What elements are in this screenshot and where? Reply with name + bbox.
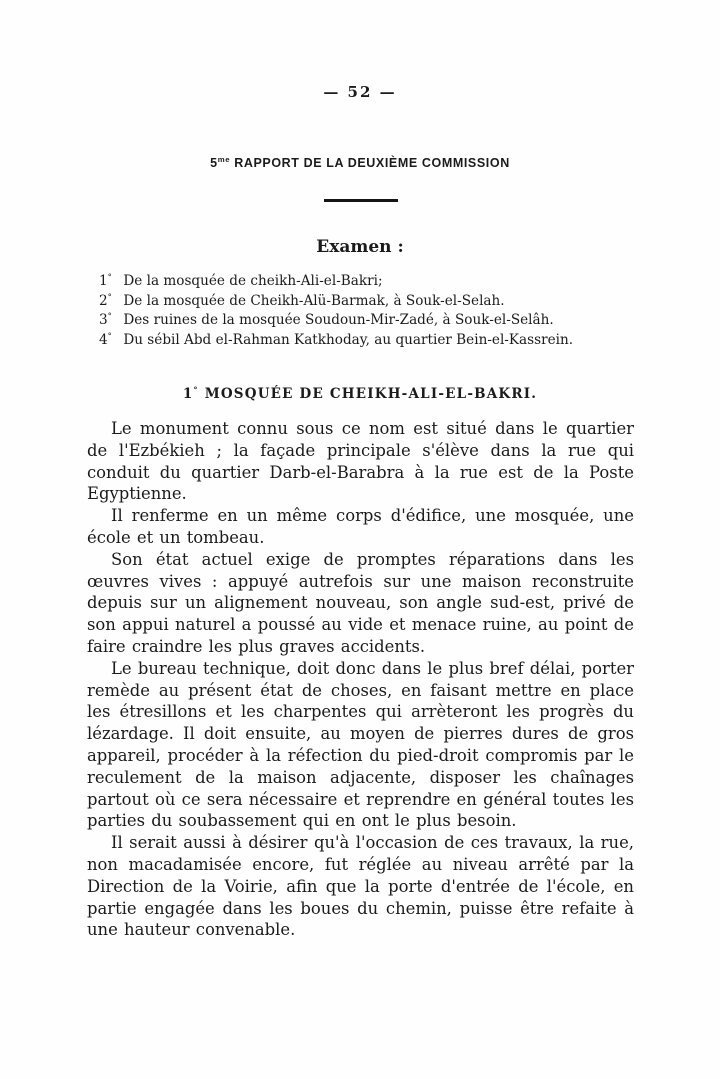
item-text: Des ruines de la mosquée Soudoun-Mir-Zadé, à Souk-el-Selâh. — [123, 312, 554, 328]
paragraph: Le bureau technique, doit donc dans le plus bref délai, porter remède au présent état de choses, en faisant mettre en place les étresillons et les charpentes qui arrèteront les progrès du lézardage. Il doit ensuite, au moyen de pierres dures de gros appareil, procéder à la réfection du pied-droit compromis par le reculement de la maison adjacente, disposer les chaînages partout où ce sera nécessaire et reprendre en général toutes les parties du soubassement qui en ont le plus besoin. — [87, 658, 634, 831]
report-heading — [0, 156, 720, 170]
list-item — [99, 311, 639, 331]
item-text: Du sébil Abd el-Rahman Katkhoday, au quartier Bein-el-Kassrein. — [123, 331, 574, 348]
list-item — [99, 272, 639, 292]
report-heading-title: RAPPORT DE LA DEUXIÈME COMMISSION — [230, 156, 510, 170]
report-heading-superscript: me — [217, 154, 231, 164]
paragraph: Il serait aussi à désirer qu'à l'occasion de ces travaux, la rue, non macadamisée encore, fut réglée au niveau arrêté par la Direction de la Voirie, afin que la porte d'entrée de l'école, en partie engagée dans les boues du chemin, puisse être refaite à une hauteur convenable. — [87, 833, 634, 940]
item-number: 3° — [99, 310, 112, 328]
examen-heading: Examen : — [316, 237, 404, 257]
item-text: De la mosquée de cheikh-Ali-el-Bakri; — [123, 273, 383, 289]
paragraph: Il renferme en un même corps d'édifice, une mosquée, une école et un tombeau. — [87, 506, 634, 547]
report-heading-number: 5 — [210, 156, 218, 170]
item-number: 4° — [99, 329, 112, 348]
page-number: — 52 — — [323, 83, 397, 101]
list-item — [99, 292, 639, 312]
paragraph: Le monument connu sous ce nom est situé dans le quartier de l'Ezbékieh ; la façade principale s'élève dans la rue qui conduit du quartier Darb-el-Barabra à la rue est de la Poste Egyptienne. — [87, 419, 634, 504]
list-item — [99, 331, 639, 351]
item-number: 1° — [99, 271, 112, 289]
section-heading — [0, 386, 720, 402]
section-ordinal: ° — [193, 384, 199, 395]
section-number: 1 — [182, 386, 194, 402]
section-title: MOSQUÉE DE CHEIKH-ALI-EL-BAKRI. — [198, 386, 538, 402]
body-text — [87, 418, 634, 941]
item-text: De la mosquée de Cheikh-Alü-Barmak, à Souk-el-Selah. — [123, 292, 505, 309]
examen-list — [99, 272, 639, 350]
item-number: 2° — [99, 290, 112, 309]
paragraph: Son état actuel exige de promptes réparations dans les œuvres vives : appuyé autrefois sur une maison reconstruite depuis sur un alignement nouveau, son angle sud-est, privé de son appui naturel a poussé au vide et menace ruine, au point de faire craindre les plus graves accidents. — [87, 549, 634, 656]
decorative-rule — [324, 199, 398, 202]
